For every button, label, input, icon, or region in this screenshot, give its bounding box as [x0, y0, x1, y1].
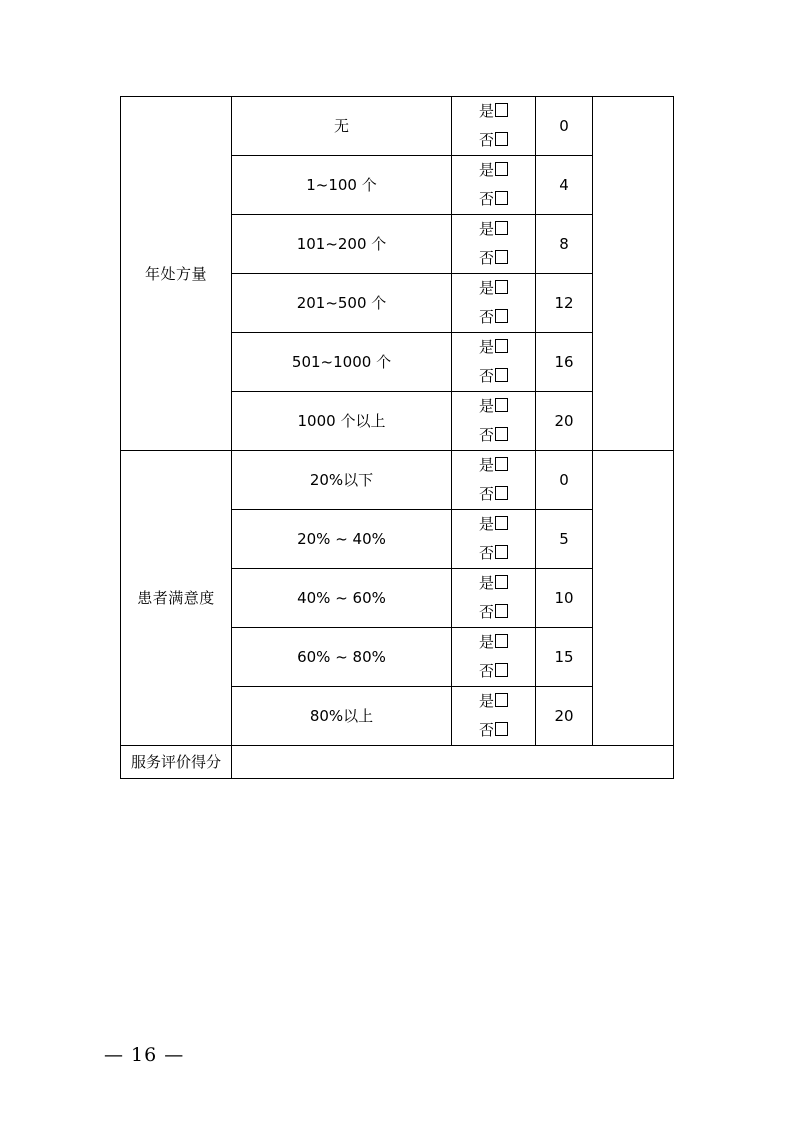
yes-checkbox[interactable]	[495, 398, 508, 412]
yes-option[interactable]	[452, 156, 535, 185]
no-option[interactable]	[452, 126, 535, 155]
no-checkbox[interactable]	[495, 663, 508, 677]
total-score-entry[interactable]	[232, 746, 674, 779]
criterion-label: 20% ~ 40%	[232, 510, 452, 569]
no-option-label: 否	[478, 426, 494, 444]
criterion-label: 80%以上	[232, 687, 452, 746]
no-option-label: 否	[478, 603, 494, 621]
criterion-label: 1~100 个	[232, 156, 452, 215]
no-option-label: 否	[478, 190, 494, 208]
no-checkbox[interactable]	[495, 722, 508, 736]
criterion-label: 501~1000 个	[232, 333, 452, 392]
score-entry-cell[interactable]	[593, 97, 674, 451]
no-option-label: 否	[478, 308, 494, 326]
no-option[interactable]	[452, 185, 535, 214]
yes-checkbox[interactable]	[495, 339, 508, 353]
yes-no-cell	[452, 687, 536, 746]
category-label: 年处方量	[121, 97, 232, 451]
no-option[interactable]	[452, 303, 535, 332]
yes-option[interactable]	[452, 451, 535, 480]
score-value: 0	[536, 451, 593, 510]
no-option-label: 否	[478, 367, 494, 385]
yes-no-cell	[452, 569, 536, 628]
no-option-label: 否	[478, 662, 494, 680]
yes-option-label: 是	[478, 397, 494, 415]
yes-option-label: 是	[478, 633, 494, 651]
yes-option-label: 是	[478, 220, 494, 238]
no-option-label: 否	[478, 721, 494, 739]
yes-no-cell	[452, 333, 536, 392]
score-entry-cell[interactable]	[593, 451, 674, 746]
no-option[interactable]	[452, 362, 535, 391]
yes-checkbox[interactable]	[495, 162, 508, 176]
yes-option-label: 是	[478, 102, 494, 120]
yes-no-cell	[452, 510, 536, 569]
yes-option-label: 是	[478, 161, 494, 179]
yes-checkbox[interactable]	[495, 634, 508, 648]
criterion-label: 201~500 个	[232, 274, 452, 333]
no-option-label: 否	[478, 249, 494, 267]
yes-option-label: 是	[478, 692, 494, 710]
no-checkbox[interactable]	[495, 309, 508, 323]
yes-option[interactable]	[452, 569, 535, 598]
no-checkbox[interactable]	[495, 604, 508, 618]
yes-checkbox[interactable]	[495, 693, 508, 707]
no-checkbox[interactable]	[495, 368, 508, 382]
score-value: 20	[536, 392, 593, 451]
criterion-label: 无	[232, 97, 452, 156]
yes-checkbox[interactable]	[495, 457, 508, 471]
yes-option-label: 是	[478, 515, 494, 533]
criterion-label: 60% ~ 80%	[232, 628, 452, 687]
yes-no-cell	[452, 215, 536, 274]
no-option-label: 否	[478, 131, 494, 149]
total-score-label: 服务评价得分	[121, 746, 232, 779]
no-option-label: 否	[478, 544, 494, 562]
yes-checkbox[interactable]	[495, 516, 508, 530]
yes-no-cell	[452, 274, 536, 333]
yes-option-label: 是	[478, 279, 494, 297]
score-value: 4	[536, 156, 593, 215]
no-checkbox[interactable]	[495, 486, 508, 500]
no-checkbox[interactable]	[495, 250, 508, 264]
score-value: 0	[536, 97, 593, 156]
no-option[interactable]	[452, 539, 535, 568]
score-value: 16	[536, 333, 593, 392]
no-option[interactable]	[452, 480, 535, 509]
page-number: — 16 —	[104, 1044, 185, 1066]
yes-option[interactable]	[452, 333, 535, 362]
yes-no-cell	[452, 451, 536, 510]
yes-option[interactable]	[452, 274, 535, 303]
score-value: 12	[536, 274, 593, 333]
no-option-label: 否	[478, 485, 494, 503]
evaluation-sheet	[120, 96, 673, 779]
criterion-label: 1000 个以上	[232, 392, 452, 451]
no-option[interactable]	[452, 598, 535, 627]
no-checkbox[interactable]	[495, 427, 508, 441]
total-row	[121, 746, 674, 779]
table-row	[121, 451, 674, 510]
yes-option[interactable]	[452, 628, 535, 657]
no-option[interactable]	[452, 244, 535, 273]
score-value: 5	[536, 510, 593, 569]
yes-checkbox[interactable]	[495, 221, 508, 235]
yes-checkbox[interactable]	[495, 280, 508, 294]
yes-checkbox[interactable]	[495, 575, 508, 589]
yes-option[interactable]	[452, 510, 535, 539]
yes-option[interactable]	[452, 215, 535, 244]
yes-option-label: 是	[478, 456, 494, 474]
score-value: 8	[536, 215, 593, 274]
no-option[interactable]	[452, 716, 535, 745]
no-checkbox[interactable]	[495, 132, 508, 146]
evaluation-table-body	[121, 97, 674, 779]
yes-option-label: 是	[478, 338, 494, 356]
no-checkbox[interactable]	[495, 191, 508, 205]
table-row	[121, 97, 674, 156]
score-value: 10	[536, 569, 593, 628]
score-value: 20	[536, 687, 593, 746]
evaluation-table	[120, 96, 674, 779]
yes-checkbox[interactable]	[495, 103, 508, 117]
yes-no-cell	[452, 97, 536, 156]
criterion-label: 20%以下	[232, 451, 452, 510]
yes-option[interactable]	[452, 687, 535, 716]
category-label: 患者满意度	[121, 451, 232, 746]
criterion-label: 101~200 个	[232, 215, 452, 274]
yes-option[interactable]	[452, 97, 535, 126]
no-option[interactable]	[452, 657, 535, 686]
yes-no-cell	[452, 392, 536, 451]
yes-option-label: 是	[478, 574, 494, 592]
yes-option[interactable]	[452, 392, 535, 421]
no-checkbox[interactable]	[495, 545, 508, 559]
yes-no-cell	[452, 628, 536, 687]
criterion-label: 40% ~ 60%	[232, 569, 452, 628]
yes-no-cell	[452, 156, 536, 215]
score-value: 15	[536, 628, 593, 687]
no-option[interactable]	[452, 421, 535, 450]
